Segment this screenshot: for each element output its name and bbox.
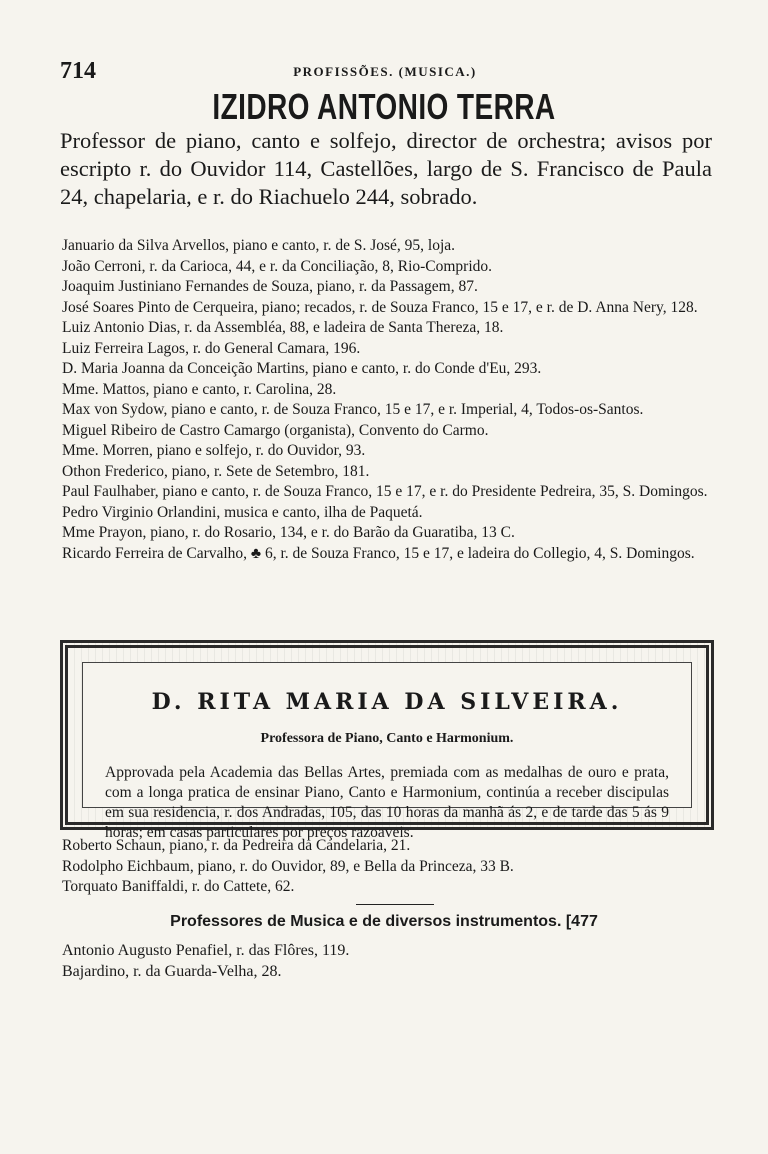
list-item: Joaquim Justiniano Fernandes de Souza, piano, r. da Passagem, 87. <box>62 278 478 295</box>
list-item: Paul Faulhaber, piano e canto, r. de Souza Franco, 15 e 17, e r. do Presidente Pedreira, 35, S. Domingos. <box>62 483 708 500</box>
entry-list-3 <box>62 940 712 982</box>
list-item: Rodolpho Eichbaum, piano, r. do Ouvidor, 89, e Bella da Princeza, 33 B. <box>62 857 514 875</box>
section-title: Professores de Musica e de diversos instrumentos. [477 <box>170 913 598 930</box>
advert-text: Approvada pela Academia das Bellas Artes, premiada com as medalhas de ouro e prata, com a longa pratica de ensinar Piano, Canto e Harmonium, continúa a receber discipulas em sua residencia, r. dos Andradas, 105, das 10 horas da manhã ás 2, e de tarde das 5 ás 9 horas; em casas particulares por preços razoaveis. <box>105 764 669 841</box>
list-item: Luiz Ferreira Lagos, r. do General Camara, 196. <box>62 339 361 357</box>
advert-inner-frame <box>82 662 692 841</box>
list-item: Pedro Virginio Orlandini, musica e canto, ilha de Paquetá. <box>62 503 423 521</box>
advert-subtitle: Professora de Piano, Canto e Harmonium. <box>260 731 514 746</box>
running-title: PROFISSÕES. (MUSICA.) <box>293 64 477 79</box>
featured-name: IZIDRO ANTONIO TERRA <box>212 86 556 127</box>
list-item: Othon Frederico, piano, r. Sete de Setembro, 181. <box>62 462 370 480</box>
advert-title: D. RITA MARIA DA SILVEIRA. <box>151 689 623 715</box>
list-item: Bajardino, r. da Guarda-Velha, 28. <box>62 963 282 980</box>
list-item: Roberto Schaun, piano, r. da Pedreira da Candelaria, 21. <box>62 837 411 854</box>
list-item: Max von Sydow, piano e canto, r. de Souza Franco, 15 e 17, e r. Imperial, 4, Todos-os-Santos. <box>62 401 644 418</box>
advert-box <box>60 640 714 841</box>
list-item: José Soares Pinto de Cerqueira, piano; recados, r. de Souza Franco, 15 e 17, e r. de D. Anna Nery, 128. <box>62 298 698 316</box>
list-item: Mme. Mattos, piano e canto, r. Carolina, 28. <box>62 380 337 398</box>
list-item: João Cerroni, r. da Carioca, 44, e r. da Conciliação, 8, Rio-Comprido. <box>62 257 493 275</box>
entry-list-1 <box>62 236 712 564</box>
list-item: Torquato Baniffaldi, r. do Cattete, 62. <box>62 878 295 895</box>
list-item: D. Maria Joanna da Conceição Martins, piano e canto, r. do Conde d'Eu, 293. <box>62 360 542 377</box>
list-item: Mme. Morren, piano e solfejo, r. do Ouvidor, 93. <box>62 442 366 459</box>
list-item: Luiz Antonio Dias, r. da Assembléa, 88, e ladeira de Santa Thereza, 18. <box>62 319 504 336</box>
section-divider <box>356 904 434 905</box>
list-item: Mme Prayon, piano, r. do Rosario, 134, e r. do Barão da Guaratiba, 13 C. <box>62 524 515 541</box>
list-item: Antonio Augusto Penafiel, r. das Flôres, 119. <box>62 942 350 959</box>
page-header <box>60 58 710 84</box>
page-number: 714 <box>60 58 96 84</box>
entry-list-2 <box>62 836 712 898</box>
list-item: Januario da Silva Arvellos, piano e canto, r. de S. José, 95, loja. <box>62 237 456 254</box>
list-item: Ricardo Ferreira de Carvalho, ♣ 6, r. de Souza Franco, 15 e 17, e ladeira do Collegio, 4, S. Domingos. <box>62 544 695 562</box>
list-item: Miguel Ribeiro de Castro Camargo (organista), Convento do Carmo. <box>62 421 489 439</box>
featured-text: Professor de piano, canto e solfejo, director de orchestra; avisos por escripto r. do Ouvidor 114, Castellões, largo de S. Francisco de Paula 24, chapelaria, e r. do Riachuelo 244, sobrado. <box>60 128 712 209</box>
